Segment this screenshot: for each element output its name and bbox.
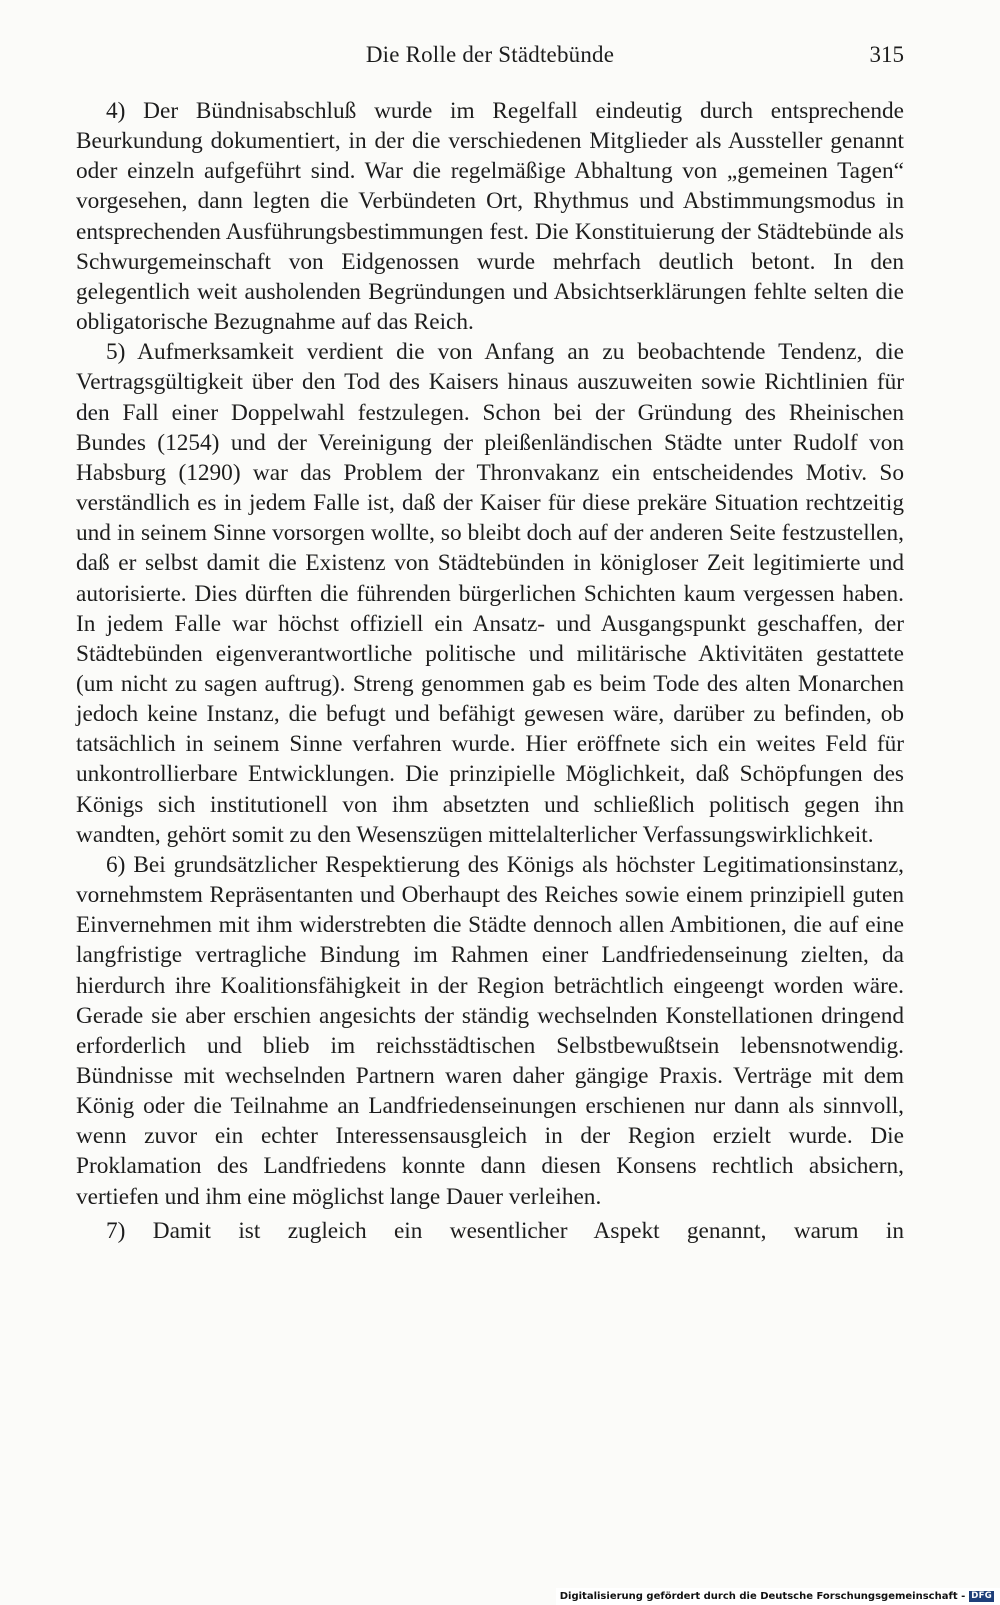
credit-text: Digitalisierung gefördert durch die Deutsche Forschungsgemeinschaft - (559, 1591, 966, 1602)
dfg-logo: DFG (971, 1591, 992, 1601)
paragraph-5: 5) Aufmerksamkeit verdient die von Anfang an zu beobachtende Tendenz, die Vertragsgültigkeit über den Tod des Kaisers hinaus auszuweiten sowie Richtlinien für den Fall einer Doppelwahl festzulegen. Schon bei der Gründung des Rheinischen Bundes (1254) und der Vereinigung der pleißenländischen Städte unter Rudolf von Habsburg (1290) war das Problem der Thronvakanz ein entscheidendes Motiv. So verständlich es in jedem Falle ist, daß der Kaiser für diese prekäre Situation rechtzeitig und in seinem Sinne vorsorgen wollte, so bleibt doch auf der anderen Seite festzustellen, daß er selbst damit die Existenz von Städtebünden in königloser Zeit legitimierte und autorisierte. Dies dürften die führenden bürgerlichen Schichten kaum vergessen haben. In jedem Falle war höchst offiziell ein Ansatz- und Ausgangspunkt geschaffen, der Städtebünden eigenverantwortliche politische und militärische Aktivitäten gestattete (um nicht zu sagen auftrug). Streng genommen gab es beim Tode des alten Monarchen jedoch keine Instanz, die befugt und befähigt gewesen wäre, darüber zu befinden, ob tatsächlich in seinem Sinne verfahren wurde. Hier eröffnete sich ein weites Feld für unkontrollierbare Entwicklungen. Die prinzipielle Möglichkeit, daß Schöpfungen des Königs sich institutionell von ihm absetzten und schließlich politisch gegen ihn wandten, gehört somit zu den Wesenszügen mittelalterlicher Verfassungswirklichkeit. (76, 339, 904, 848)
body-text (76, 96, 904, 1246)
page-number: 315 (869, 42, 904, 67)
running-head (76, 42, 904, 76)
paragraph-4: 4) Der Bündnisabschluß wurde im Regelfall eindeutig durch entsprechende Beurkundung dokumentiert, in der die verschiedenen Mitglieder als Aussteller genannt oder einzeln aufgeführt sind. War die regelmäßige Abhaltung von „gemeinen Tagen“ vorgesehen, dann legten die Verbündeten Ort, Rhythmus und Abstimmungsmodus in entsprechenden Ausführungsbestimmungen fest. Die Konstituierung der Städtebünde als Schwurgemeinschaft von Eidgenossen wurde mehrfach deutlich betont. In den gelegentlich weit ausholenden Begründungen und Absichtserklärungen fehlte selten die obligatorische Bezugnahme auf das Reich. (76, 98, 904, 336)
paragraph-6: 6) Bei grundsätzlicher Respektierung des Königs als höchster Legitimationsinstanz, vornehmstem Repräsentanten und Oberhaupt des Reiches sowie einem prinzipiell guten Einvernehmen mit ihm widerstrebten die Städte dennoch allen Ambitionen, die auf eine langfristige vertragliche Bindung im Rahmen einer Landfriedenseinung zielten, da hierdurch ihre Koalitionsfähigkeit in der Region beträchtlich eingeengt worden wäre. Gerade sie aber erschien angesichts der ständig wechselnden Konstellationen dringend erforderlich und blieb im reichsstädtischen Selbstbewußtsein lebensnotwendig. Bündnisse mit wechselnden Partnern waren daher gängige Praxis. Verträge mit dem König oder die Teilnahme an Landfriedenseinungen erschienen nur dann als sinnvoll, wenn zuvor ein echter Interessensausgleich in der Region erzielt wurde. Die Proklamation des Landfriedens konnte dann diesen Konsens rechtlich absichern, vertiefen und ihm eine möglichst lange Dauer verleihen. (76, 851, 904, 1210)
digitization-credit (556, 1588, 1000, 1605)
running-title: Die Rolle der Städtebünde (365, 42, 615, 67)
paragraph-7: 7) Damit ist zugleich ein wesentlicher Aspekt genannt, warum in (106, 1217, 904, 1244)
